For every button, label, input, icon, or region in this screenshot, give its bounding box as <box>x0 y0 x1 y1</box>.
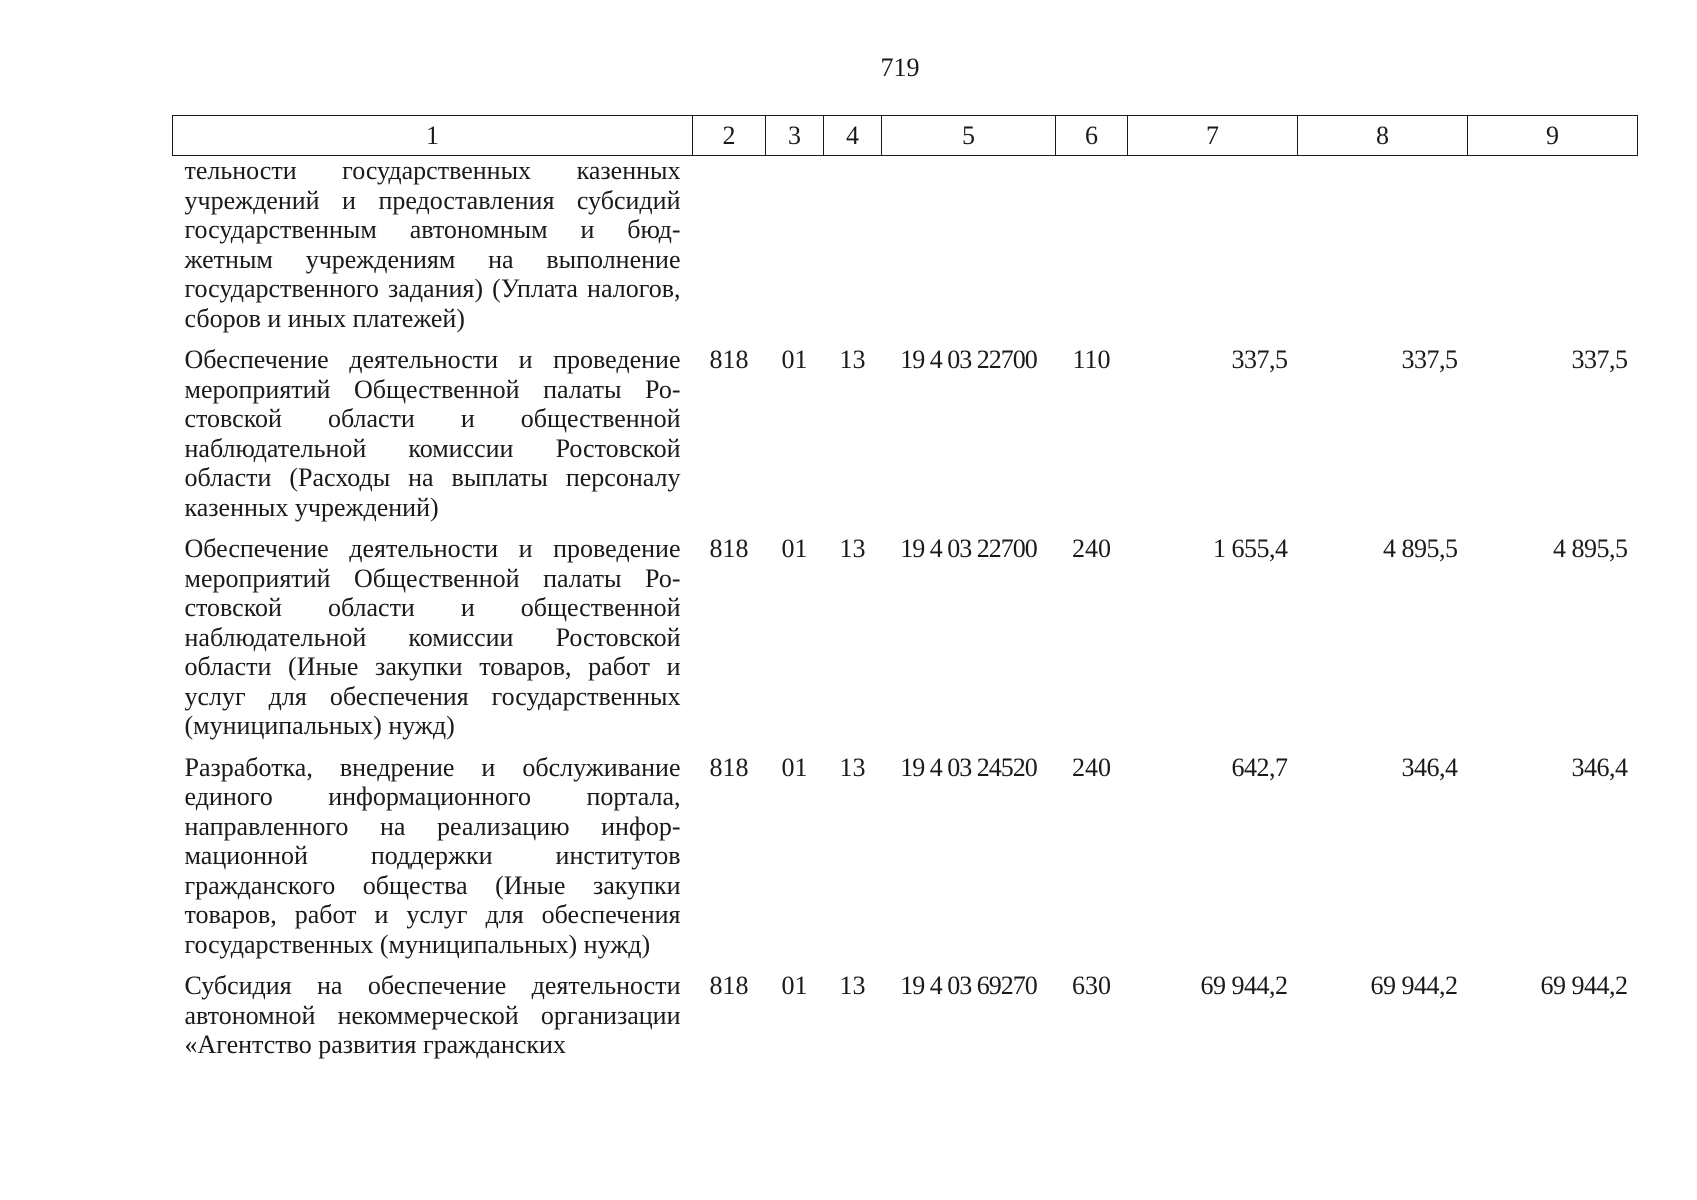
row-amount-year1: 642,7 <box>1231 752 1288 782</box>
col-header-3: 3 <box>766 116 824 156</box>
row-description: Обеспечение деятельности и проведение мероприятий Общественной палаты Ростовской области и общественной наблюдательной комиссии Ростовской области (Иные закупки товаров, работ и услуг для обеспечения государственных (муниципальных) нужд) <box>184 534 681 740</box>
row-section-code <box>766 156 824 346</box>
row-target-code: 19 4 03 24520 <box>900 752 1037 782</box>
row-amount-year2: 69 944,2 <box>1370 971 1458 1000</box>
table-row <box>173 345 1638 534</box>
row-expense-type: 110 <box>1072 345 1111 374</box>
row-description: Субсидия на обеспечение деятельности автономной некоммерческой организации «Агентство развития гражданских <box>184 971 681 1059</box>
row-description: Обеспечение деятельности и проведение мероприятий Общественной палаты Ростовской области и общественной наблюдательной комиссии Ростовской области (Расходы на выплаты персоналу казенных учреждений) <box>184 345 681 522</box>
row-expense-type: 240 <box>1072 534 1111 563</box>
page-number: 719 <box>880 53 920 82</box>
col-header-5: 5 <box>882 116 1056 156</box>
row-section-code: 01 <box>781 534 808 563</box>
col-header-4: 4 <box>824 116 882 156</box>
row-ministry-code: 818 <box>709 534 749 563</box>
row-subsection-code: 13 <box>839 534 866 563</box>
row-amount-year3: 4 895,5 <box>1553 534 1628 563</box>
row-amount-year3 <box>1468 156 1638 346</box>
table-header-row <box>173 116 1638 156</box>
row-subsection-code: 13 <box>839 752 866 782</box>
row-expense-type: 630 <box>1072 971 1111 1000</box>
row-amount-year1: 337,5 <box>1231 345 1288 374</box>
budget-table <box>172 115 1638 1072</box>
row-amount-year1: 1 655,4 <box>1213 534 1288 563</box>
row-ministry-code <box>693 156 766 346</box>
table-row <box>173 753 1638 972</box>
row-ministry-code: 818 <box>709 752 749 782</box>
row-description: Разработка, внедрение и обслуживание единого информационного портала, направленного на реализацию информационной поддержки институтов гражданского общества (Иные закупки товаров, работ и услуг для обеспечения государственных (муниципальных) нужд) <box>184 752 681 959</box>
row-amount-year1: 69 944,2 <box>1200 971 1288 1000</box>
row-section-code: 01 <box>781 971 808 1000</box>
row-section-code: 01 <box>781 345 808 374</box>
row-subsection-code: 13 <box>839 971 866 1000</box>
row-amount-year2: 337,5 <box>1401 345 1458 374</box>
row-expense-type <box>1056 156 1128 346</box>
row-target-code <box>882 156 1056 346</box>
row-amount-year1 <box>1128 156 1298 346</box>
col-header-1: 1 <box>173 116 693 156</box>
col-header-8: 8 <box>1298 116 1468 156</box>
row-amount-year2 <box>1298 156 1468 346</box>
row-target-code: 19 4 03 22700 <box>900 534 1037 563</box>
table-row <box>173 971 1638 1072</box>
col-header-9: 9 <box>1468 116 1638 156</box>
row-amount-year2: 346,4 <box>1401 752 1458 782</box>
row-amount-year3: 337,5 <box>1571 345 1628 374</box>
row-ministry-code: 818 <box>709 345 749 374</box>
col-header-6: 6 <box>1056 116 1128 156</box>
col-header-2: 2 <box>693 116 766 156</box>
row-target-code: 19 4 03 69270 <box>900 971 1037 1000</box>
row-expense-type: 240 <box>1072 752 1111 782</box>
row-amount-year3: 69 944,2 <box>1540 971 1628 1000</box>
row-amount-year3: 346,4 <box>1571 752 1628 782</box>
row-amount-year2: 4 895,5 <box>1383 534 1458 563</box>
row-section-code: 01 <box>781 752 808 782</box>
col-header-7: 7 <box>1128 116 1298 156</box>
row-ministry-code: 818 <box>709 971 749 1000</box>
row-subsection-code <box>824 156 882 346</box>
table-row <box>173 156 1638 346</box>
row-subsection-code: 13 <box>839 345 866 374</box>
row-description: тельности государственных казенных учреждений и предоставления субсидий государственным автономным и бюджетным учреждениям на выполнение государственного задания) (Уплата налогов, сборов и иных платежей) <box>184 156 681 333</box>
row-target-code: 19 4 03 22700 <box>900 345 1037 374</box>
table-row <box>173 534 1638 753</box>
